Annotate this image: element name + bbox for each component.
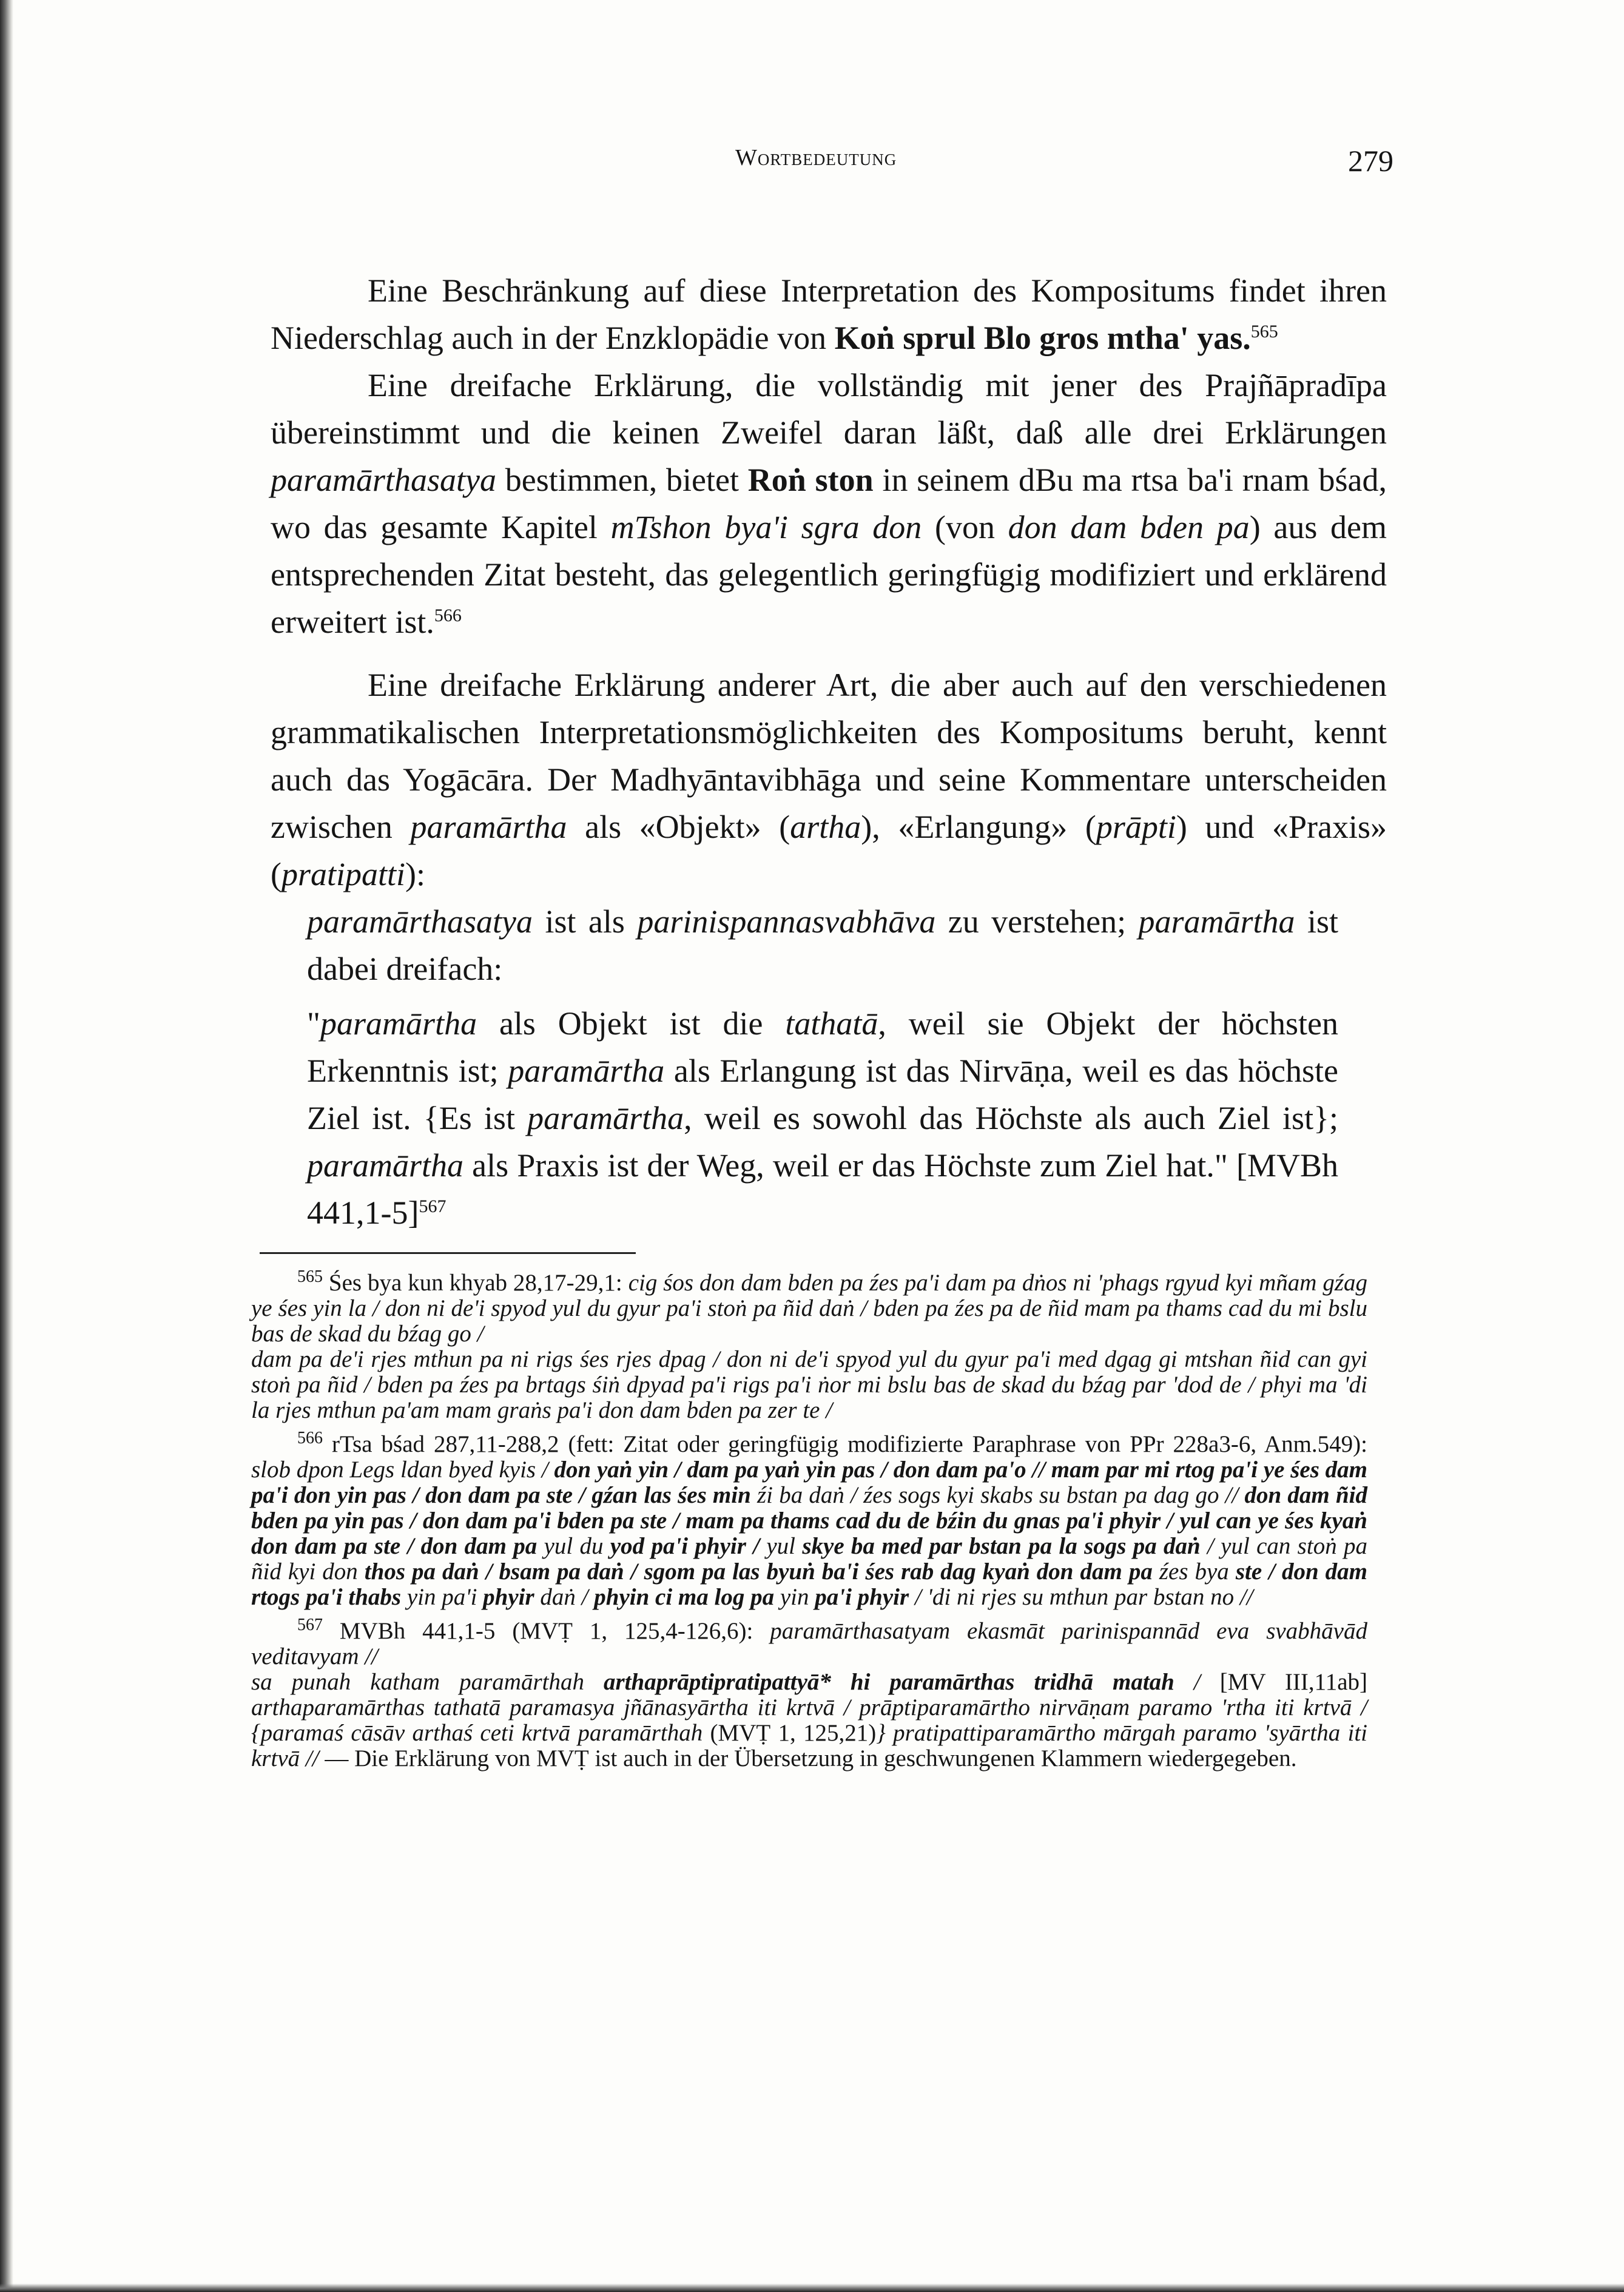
page-number: 279 (1348, 144, 1393, 178)
footnote-ref-567: 567 (419, 1196, 446, 1216)
footnote-565-continued: dam pa de'i rjes mthun pa ni rigs śes rjes dpag / don ni de'i spyod yul du gyur pa'i med dgag gi mtshan ñid can gyi stoṅ pa ñid / bden pa źes pa brtags śiṅ dpyad pa'i rigs pa'i ṅor mi bslu bas de skad du bźag par 'dod de / phyi ma 'di la rjes mthun pa'am mam graṅs pa'i don dam bden pa zer te / (251, 1346, 1367, 1423)
quote-line-1: paramārthasatya ist als parinispannasvabhāva zu verstehen; paramārtha ist dabei dreifach: (307, 903, 1339, 987)
quote-line-2: "paramārtha als Objekt ist die tathatā, weil sie Objekt der höchsten Erkenntnis ist; paramārtha als Erlangung ist das Nirvāṇa, weil es das höchste Ziel ist. {Es ist paramārtha, weil es sowohl das Höchste als auch Ziel ist}; paramārtha als Praxis ist der Weg, weil er das Höchste zum Ziel hat." [MVBh 441,1-5]$^{567}$ (307, 1005, 1339, 1231)
running-head: Wortbedeutung (735, 145, 897, 170)
footnote-567: $^{567}$ MVBh 441,1-5 (MVṬ 1, 125,4-126,6): paramārthasatyam ekasmāt parinispannād eva svabhāvād veditavyam // (251, 1616, 1367, 1670)
footnote-566: $^{566}$ rTsa bśad 287,11-288,2 (fett: Zitat oder geringfügig modifizierte Paraphrase von PPr 228a3-6, Anm.549): slob dpon Legs ldan byed kyis / don yaṅ yin / dam pa yaṅ yin pas / don dam pa'o // mam par mi rtog pa'i ye śes dam pa'i don yin pas / don dam pa ste / gźan las śes min źi ba daṅ / źes sogs kyi skabs su bstan pa dag go // don dam ñid bden pa yin pas / don dam pa'i bden pa ste / mam pa thams cad du de bźin du gnas pa'i phyir / yul can ye śes kyaṅ don dam pa ste / don dam pa yul du yod pa'i phyir / yul skye ba med par bstan pa la sogs pa daṅ / yul can stoṅ pa ñid kyi don thos pa daṅ / bsam pa daṅ / sgom pa las byuṅ ba'i śes rab dag kyaṅ don dam pa źes bya ste / don dam rtogs pa'i thabs yin pa'i phyir daṅ / phyin ci ma log pa yin pa'i phyir / 'di ni rjes su mthun par bstan no // (251, 1429, 1367, 1610)
footnote-ref-565: 565 (1250, 322, 1278, 342)
paragraph-1: Eine Beschränkung auf diese Interpretation des Kompositums findet ihren Niederschlag auch in der Enzklopädie von Koṅ sprul Blo gros mtha' yas.$^{565}$ (271, 272, 1387, 356)
block-quote (307, 898, 1338, 1236)
author-name: Koṅ sprul Blo gros mtha' yas. (834, 320, 1251, 356)
footnote-567-continued: sa punah katham paramārthah arthaprāptipratipattyā* hi paramārthas tridhā matah / [MV III,11ab] arthaparamārthas tathatā paramasya jñānasyārtha iti krtvā / prāptiparamārtho nirvāṇam paramo 'rtha iti krtvā / {paramaś cāsāv arthaś ceti krtvā paramārthah (MVṬ 1, 125,21)} pratipattiparamārtho mārgah paramo 'syārtha iti krtvā // — Die Erklärung von MVṬ ist auch in der Übersetzung in geschwungenen Klammern wiedergegeben. (251, 1669, 1368, 1771)
paragraph-2: Eine dreifache Erklärung, die vollständig mit jener des Prajñāpradīpa übereinstimmt und die keinen Zweifel daran läßt, daß alle drei Erklärungen paramārthasatya bestimmen, bietet Roṅ ston in seinem dBu ma rtsa ba'i rnam bśad, wo das gesamte Kapitel mTshon bya'i sgra don (von don dam bden pa) aus dem entsprechenden Zitat besteht, das gelegentlich geringfügig modifiziert und erklärend erweitert ist.$^{566}$ (271, 367, 1387, 640)
scan-bottom-edge (0, 2284, 1624, 2292)
main-text (271, 267, 1387, 1236)
footnotes (251, 1262, 1367, 1771)
paragraph-3: Eine dreifache Erklärung anderer Art, die aber auch auf den verschiedenen grammatikalischen Interpretationsmöglichkeiten des Kompositums beruht, kennt auch das Yogācāra. Der Madhyāntavibhāga und seine Kommentare unterscheiden zwischen paramārtha als «Objekt» (artha), «Erlangung» (prāpti) und «Praxis» (pratipatti): (271, 667, 1387, 892)
footnote-rule (260, 1252, 636, 1254)
footnote-565: $^{565}$ Śes bya kun khyab 28,17-29,1: cig śos don dam bden pa źes pa'i dam pa dṅos ni 'phags rgyud kyi mñam gźag ye śes yin la / don ni de'i spyod yul du gyur pa'i stoṅ pa ñid daṅ / bden pa źes pa de ñid mam pa thams cad du mi bslu bas de skad du bźag go / (251, 1267, 1368, 1347)
footnote-ref-566: 566 (434, 605, 462, 625)
scan-edge (0, 0, 13, 2292)
